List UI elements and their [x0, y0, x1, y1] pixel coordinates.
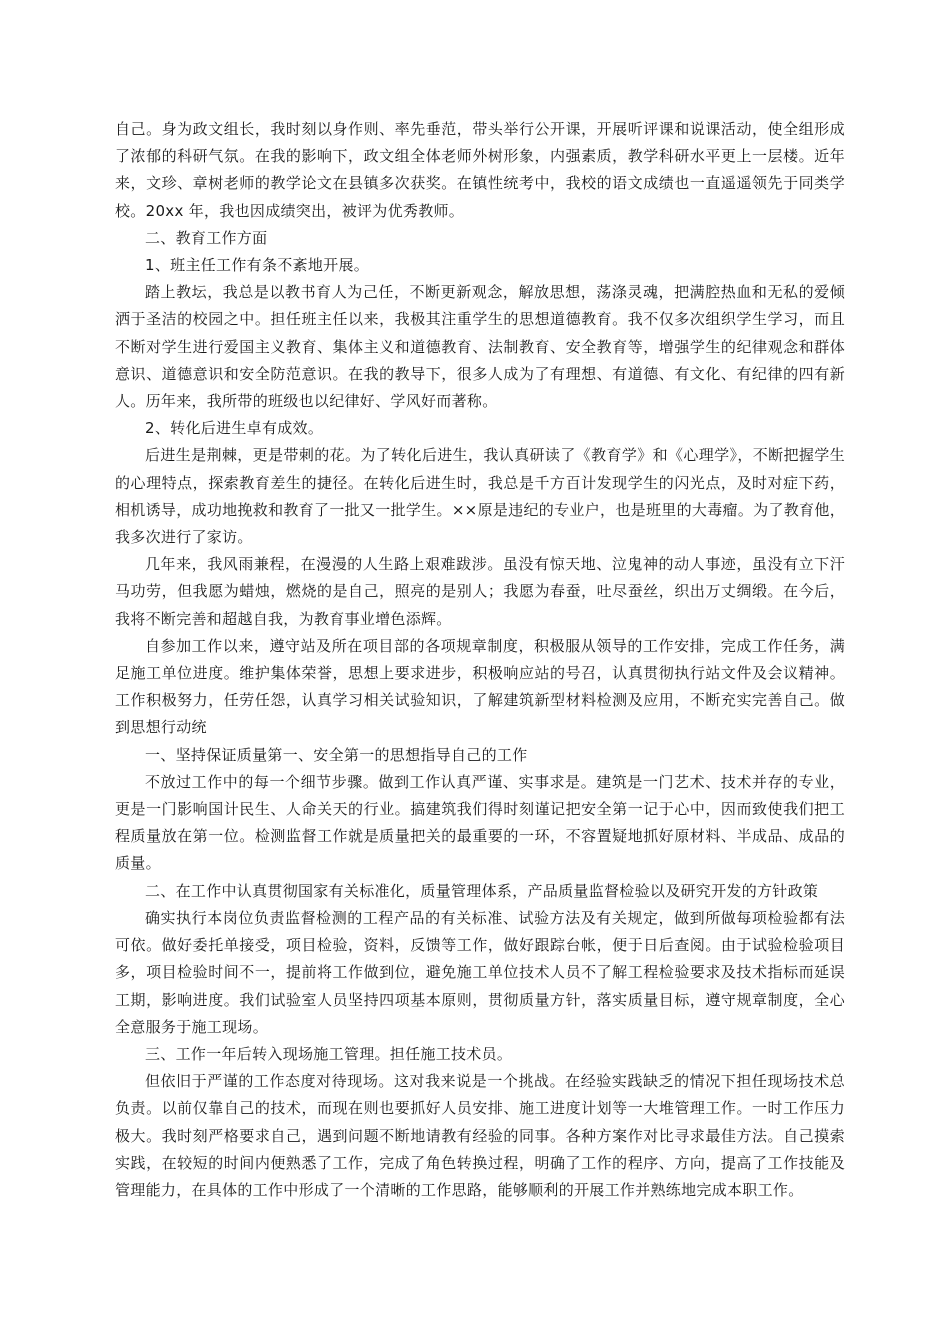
paragraph: 但依旧于严谨的工作态度对待现场。这对我来说是一个挑战。在经验实践缺乏的情况下担任现场技术总负责。以前仅靠自己的技术，而现在则也要抓好人员安排、施工进度计划等一大堆管理工作。一时工作压力极大。我时刻严格要求自己，遇到问题不断地请教有经验的同事。各种方案作对比寻求最佳方法。自己摸索实践，在较短的时间内便熟悉了工作，完成了角色转换过程，明确了工作的程序、方向，提高了工作技能及管理能力，在具体的工作中形成了一个清晰的工作思路，能够顺利的开展工作并熟练地完成本职工作。 [115, 1072, 845, 1199]
paragraph: 确实执行本岗位负责监督检测的工程产品的有关标准、试验方法及有关规定，做到所做每项检验都有法可依。做好委托单接受，项目检验，资料，反馈等工作，做好跟踪台帐，便于日后查阅。由于试验检验项目多，项目检验时间不一，提前将工作做到位，避免施工单位技术人员不了解工程检验要求及技术指标而延误工期，影响进度。我们试验室人员坚持四项基本原则，贯彻质量方针，落实质量目标，遵守规章制度，全心全意服务于施工现场。 [115, 908, 845, 1036]
section-heading-site-management: 三、工作一年后转入现场施工管理。担任施工技术员。 [145, 1044, 513, 1063]
section-heading-standards: 二、在工作中认真贯彻国家有关标准化，质量管理体系，产品质量监督检验以及研究开发的方针政策 [145, 881, 819, 900]
subheading-underachievers: 2、转化后进生卓有成效。 [145, 419, 324, 438]
paragraph: 不放过工作中的每一个细节步骤。做到工作认真严谨、实事求是。建筑是一门艺术、技术并存的专业，更是一门影响国计民生、人命关天的行业。搞建筑我们得时刻谨记把安全第一记于心中，因而致使我们把工程质量放在第一位。检测监督工作就是质量把关的最重要的一环，不容置疑地抓好原材料、半成品、成品的质量。 [115, 772, 845, 873]
section-heading-education: 二、教育工作方面 [145, 228, 268, 247]
paragraph-continuation: 自己。身为政文组长，我时刻以身作则、率先垂范，带头举行公开课，开展听评课和说课活动，使全组形成了浓郁的科研气氛。在我的影响下，政文组全体老师外树形象，内强素质，教学科研水平更上一层楼。近年来，文珍、章树老师的教学论文在县镇多次获奖。在镇性统考中，我校的语文成绩也一直遥遥领先于同类学校。20xx 年，我也因成绩突出，被评为优秀教师。 [115, 120, 845, 220]
document-body [115, 116, 845, 1204]
paragraph: 自参加工作以来，遵守站及所在项目部的各项规章制度，积极服从领导的工作安排，完成工作任务，满足施工单位进度。维护集体荣誉，思想上要求进步，积极响应站的号召，认真贯彻执行站文件及会议精神。工作积极努力，任劳任怨，认真学习相关试验知识，了解建筑新型材料检测及应用，不断充实完善自己。做到思想行动统 [115, 636, 845, 737]
section-heading-quality: 一、坚持保证质量第一、安全第一的思想指导自己的工作 [145, 745, 528, 764]
paragraph: 后进生是荆棘，更是带刺的花。为了转化后进生，我认真研读了《教育学》和《心理学》，不断把握学生的心理特点，探索教育差生的捷径。在转化后进生时，我总是千方百计发现学生的闪光点，及时对症下药，相机诱导，成功地挽救和教育了一批又一批学生。××原是违纪的专业户，也是班里的大毒瘤。为了教育他，我多次进行了家访。 [115, 446, 845, 547]
paragraph: 踏上教坛，我总是以教书育人为己任，不断更新观念，解放思想，荡涤灵魂，把满腔热血和无私的爱倾洒于圣洁的校园之中。担任班主任以来，我极其注重学生的思想道德教育。我不仅多次组织学生学习，而且不断对学生进行爱国主义教育、集体主义和道德教育、法制教育、安全教育等，增强学生的纪律观念和群体意识、道德意识和安全防范意识。在我的教导下，很多人成为了有理想、有道德、有文化、有纪律的四有新人。历年来，我所带的班级也以纪律好、学风好而著称。 [115, 283, 845, 411]
subheading-class-teacher: 1、班主任工作有条不紊地开展。 [145, 256, 370, 275]
paragraph: 几年来，我风雨兼程，在漫漫的人生路上艰难跋涉。虽没有惊天地、泣鬼神的动人事迹，虽没有立下汗马功劳，但我愿为蜡烛，燃烧的是自己，照亮的是别人；我愿为春蚕，吐尽蚕丝，织出万丈绸缎。在今后，我将不断完善和超越自我，为教育事业增色添辉。 [115, 555, 845, 628]
